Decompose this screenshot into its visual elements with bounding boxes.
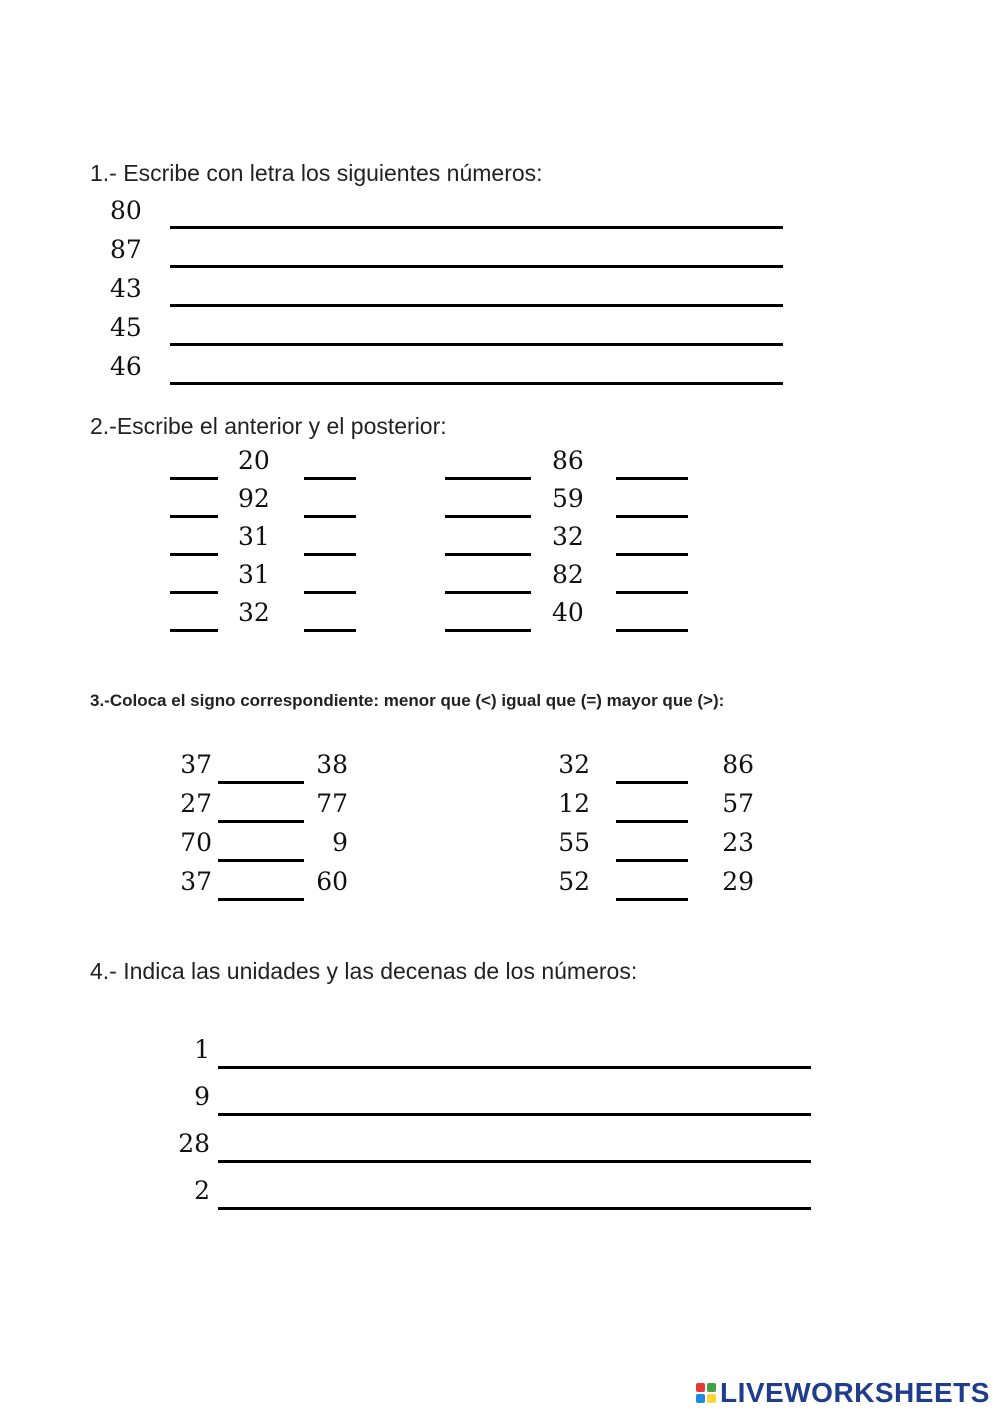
section2-number: 59 xyxy=(552,484,584,513)
answer-line[interactable] xyxy=(218,1160,811,1163)
next-answer-line[interactable] xyxy=(304,553,356,556)
section2-number: 31 xyxy=(238,522,270,551)
previous-answer-line[interactable] xyxy=(445,477,531,480)
section2-number: 40 xyxy=(552,598,584,627)
answer-line[interactable] xyxy=(170,304,783,307)
next-answer-line[interactable] xyxy=(304,591,356,594)
previous-answer-line[interactable] xyxy=(445,515,531,518)
answer-line[interactable] xyxy=(218,1113,811,1116)
answer-line[interactable] xyxy=(170,343,783,346)
section3-number: 38 xyxy=(316,750,348,779)
section3-number: 37 xyxy=(180,867,212,896)
section4-number: 9 xyxy=(194,1082,210,1111)
next-answer-line[interactable] xyxy=(616,553,688,556)
next-answer-line[interactable] xyxy=(616,515,688,518)
section2-number: 20 xyxy=(238,446,270,475)
section2-number: 92 xyxy=(238,484,270,513)
section3-number: 52 xyxy=(558,867,590,896)
section3-number: 60 xyxy=(316,867,348,896)
section1-number: 46 xyxy=(110,352,142,381)
sign-answer-line[interactable] xyxy=(218,898,304,901)
sign-answer-line[interactable] xyxy=(616,859,688,862)
section1-number: 80 xyxy=(110,196,142,225)
sign-answer-line[interactable] xyxy=(616,781,688,784)
section2-heading: 2.-Escribe el anterior y el posterior: xyxy=(90,413,447,439)
section3-heading: 3.-Coloca el signo correspondiente: menor que (<) igual que (=) mayor que (>): xyxy=(90,691,725,710)
section3-number: 23 xyxy=(722,828,754,857)
answer-line[interactable] xyxy=(218,1207,811,1210)
section3-number: 55 xyxy=(558,828,590,857)
section2-number: 82 xyxy=(552,560,584,589)
section4-number: 28 xyxy=(178,1129,210,1158)
next-answer-line[interactable] xyxy=(304,515,356,518)
previous-answer-line[interactable] xyxy=(445,591,531,594)
section2-number: 31 xyxy=(238,560,270,589)
answer-line[interactable] xyxy=(218,1066,811,1069)
logo-icon xyxy=(696,1383,716,1403)
section3-number: 9 xyxy=(332,828,348,857)
section3-number: 77 xyxy=(316,789,348,818)
next-answer-line[interactable] xyxy=(616,629,688,632)
brand-name: LIVEWORKSHEETS xyxy=(720,1377,990,1408)
section1-number: 43 xyxy=(110,274,142,303)
section1-heading: 1.- Escribe con letra los siguientes números: xyxy=(90,160,543,186)
sign-answer-line[interactable] xyxy=(616,820,688,823)
previous-answer-line[interactable] xyxy=(170,553,218,556)
previous-answer-line[interactable] xyxy=(445,629,531,632)
answer-line[interactable] xyxy=(170,226,783,229)
sign-answer-line[interactable] xyxy=(218,820,304,823)
section4-number: 1 xyxy=(194,1035,210,1064)
section3-number: 32 xyxy=(558,750,590,779)
next-answer-line[interactable] xyxy=(304,477,356,480)
answer-line[interactable] xyxy=(170,265,783,268)
previous-answer-line[interactable] xyxy=(445,553,531,556)
section3-number: 57 xyxy=(722,789,754,818)
previous-answer-line[interactable] xyxy=(170,515,218,518)
previous-answer-line[interactable] xyxy=(170,477,218,480)
section3-number: 12 xyxy=(558,789,590,818)
sign-answer-line[interactable] xyxy=(218,781,304,784)
next-answer-line[interactable] xyxy=(616,477,688,480)
section3-number: 37 xyxy=(180,750,212,779)
section3-number: 86 xyxy=(722,750,754,779)
section4-number: 2 xyxy=(194,1176,210,1205)
liveworksheets-logo xyxy=(696,1377,990,1409)
previous-answer-line[interactable] xyxy=(170,629,218,632)
section3-number: 27 xyxy=(180,789,212,818)
sign-answer-line[interactable] xyxy=(218,859,304,862)
section4-heading: 4.- Indica las unidades y las decenas de los números: xyxy=(90,958,638,984)
section3-number: 70 xyxy=(180,828,212,857)
section3-number: 29 xyxy=(722,867,754,896)
next-answer-line[interactable] xyxy=(616,591,688,594)
sign-answer-line[interactable] xyxy=(616,898,688,901)
section2-number: 86 xyxy=(552,446,584,475)
answer-line[interactable] xyxy=(170,382,783,385)
next-answer-line[interactable] xyxy=(304,629,356,632)
section1-number: 45 xyxy=(110,313,142,342)
previous-answer-line[interactable] xyxy=(170,591,218,594)
section2-number: 32 xyxy=(552,522,584,551)
section2-number: 32 xyxy=(238,598,270,627)
section1-number: 87 xyxy=(110,235,142,264)
